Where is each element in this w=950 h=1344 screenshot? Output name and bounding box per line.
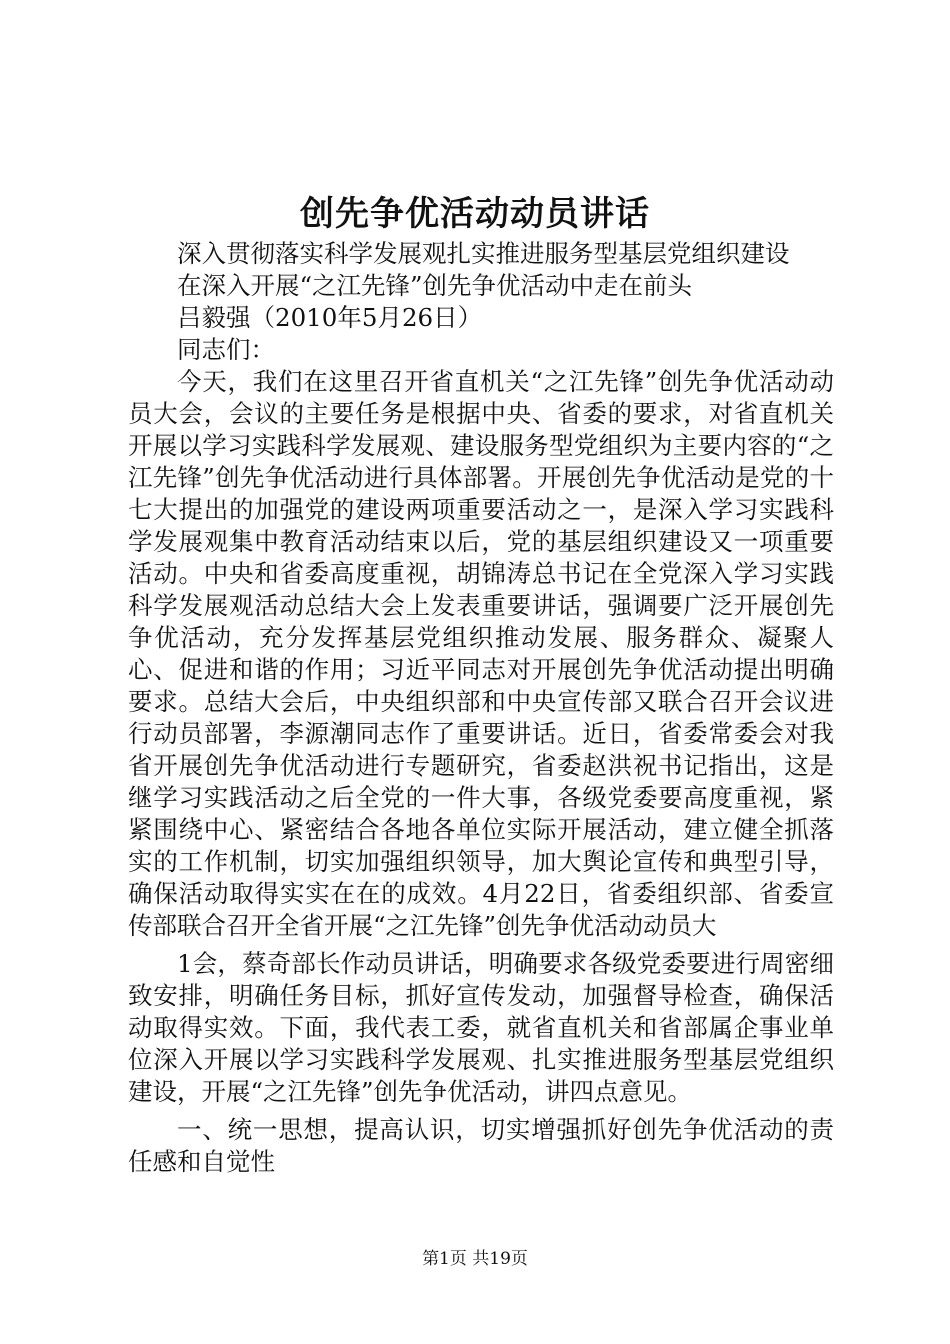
paragraph-opening: 今天，我们在这里召开省直机关“之江先锋”创先争优活动动员大会，会议的主要任务是根据中央、省委的要求，对省直机关开展以学习实践科学发展观、建设服务型党组织为主要内容的“之江先锋”创先争优活动进行具体部署。开展创先争优活动是党的十七大提出的加强党的建设两项重要活动之一，是深入学习实践科学发展观集中教育活动结束以后，党的基层组织建设又一项重要活动。中央和省委高度重视，胡锦涛总书记在全党深入学习实践科学发展观活动总结大会上发表重要讲话，强调要广泛开展创先争优活动，充分发挥基层党组织推动发展、服务群众、凝聚人心、促进和谐的作用；习近平同志对开展创先争优活动提出明确要求。总结大会后，中央组织部和中央宣传部又联合召开会议进行动员部署，李源潮同志作了重要讲话。近日，省委常委会对我省开展创先争优活动进行专题研究，省委赵洪祝书记指出，这是继学习实践活动之后全党的一件大事，各级党委要高度重视，紧紧围绕中心、紧密结合各地各单位实际开展活动，建立健全抓落实的工作机制，切实加强组织领导，加大舆论宣传和典型引导，确保活动取得实实在在的成效。4月22日，省委组织部、省委宣传部联合召开全省开展“之江先锋”创先争优活动动员大 — [128, 367, 834, 940]
section-heading-one: 一、统一思想，提高认识，切实增强抓好创先争优活动的责任感和自觉性 — [128, 1115, 834, 1176]
page-footer: 第1页 共19页 — [422, 1249, 528, 1269]
salutation: 同志们： — [177, 335, 275, 364]
subtitle-line-2: 在深入开展“之江先锋”创先争优活动中走在前头 — [177, 271, 693, 300]
document-title: 创先争优活动动员讲话 — [300, 194, 650, 234]
paragraph-continuation: 1会，蔡奇部长作动员讲话，明确要求各级党委要进行周密细致安排，明确任务目标，抓好宣传发动，加强督导检查，确保活动取得实效。下面，我代表工委，就省直机关和省部属企事业单位深入开展以学习实践科学发展观、扎实推进服务型基层党组织建设，开展“之江先锋”创先争优活动，讲四点意见。 — [128, 949, 834, 1106]
subtitle-line-1: 深入贯彻落实科学发展观扎实推进服务型基层党组织建设 — [177, 239, 790, 268]
author-date: 吕毅强（2010年5月26日） — [177, 303, 483, 332]
document-body — [128, 238, 834, 1178]
